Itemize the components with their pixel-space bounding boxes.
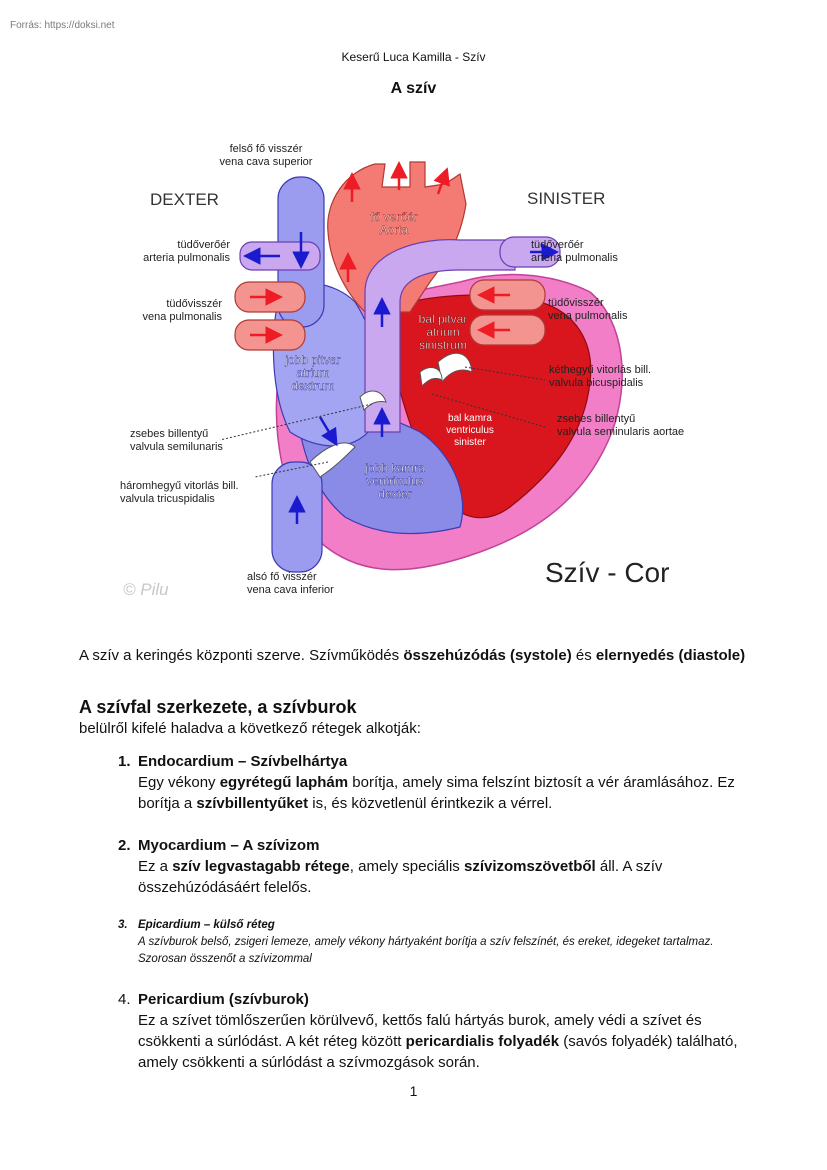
svg-text:bal kamra [448,413,492,424]
label-ra-1: jobb pitvar [285,353,341,367]
svg-text:sinister [454,437,486,448]
page-number: 1 [409,1083,418,1099]
label-bicuspid-2: valvula bicuspidalis [549,377,644,389]
label-vp-right-1: tüdővisszér [548,297,604,309]
svg-text:jobb pitvar [284,353,340,367]
label-bicuspid-1: kéthegyű vitorlás bill. [549,364,652,376]
label-rv-1: jobb kamra [365,461,425,475]
item-title: Endocardium – Szívbelhártya [138,753,348,770]
list-number: 3. [118,919,128,931]
svg-text:atrium [426,325,459,339]
label-ra-2: atrium [296,366,330,380]
watermark: © Pilu [123,580,169,599]
intro-text-2: és [571,647,596,664]
svg-text:dexter [378,487,411,501]
label-aortae-1: zsebes billentyű [557,413,636,425]
label-lv-3: sinister [454,437,486,448]
label-vp-left-2: vena pulmonalis [142,311,222,323]
svg-text:háromhegyű vitorlás bill. [120,480,239,492]
sinister-label: SINISTER [527,189,606,208]
label-vcs-1: felső fő visszér [229,143,303,155]
svg-text:zsebes billentyű [130,428,208,440]
label-vcs-2: vena cava superior [219,156,313,168]
list-item-pericardium [118,989,758,1073]
intro-bold-systole: összehúzódás (systole) [403,647,572,664]
label-rv-2: ventriculus [366,474,424,488]
intro-text-1: A szív a keringés központi szerve. Szívműködés [79,647,404,664]
label-vp-left-1: tüdővisszér [166,298,222,310]
label-aortae-2: valvula seminularis aortae [557,426,685,438]
svg-text:valvula bicuspidalis [549,377,644,389]
source-note: Forrás: https://doksi.net [10,20,115,31]
item-text: Ez a szív legvastagabb rétege, amely speciális szívizomszövetből áll. A szív összehúzódásáért felelős. [138,858,663,896]
label-aorta-1: fő verőér [370,210,418,224]
svg-text:sinistrum [419,338,467,352]
svg-text:jobb kamra [364,461,425,475]
item-title: Epicardium – külső réteg [138,919,275,931]
label-ap-left-2: arteria pulmonalis [143,252,230,264]
svg-text:Aorta [380,223,409,237]
label-semilunaris-1: zsebes billentyű [130,428,209,440]
label-ra-3: dextrum [291,379,335,393]
svg-text:vena pulmonalis [143,311,223,323]
svg-text:alsó fő visszér [247,571,317,583]
svg-text:fő verőér [370,210,417,224]
label-ap-right-1: tüdőverőér [531,239,584,251]
page-header: Keserű Luca Kamilla - Szív [341,50,486,64]
label-la-3: sinistrum [418,338,468,352]
page-title: A szív [390,80,437,97]
list-number: 1. [118,753,131,770]
svg-text:tüdővisszér [166,298,222,310]
svg-text:dextrum [291,379,334,393]
label-ap-left-1: tüdőverőér [177,239,230,251]
label-vci-1: alsó fő visszér [247,571,317,583]
svg-text:tüdőverőér [177,239,230,251]
label-vci-2: vena cava inferior [247,584,334,596]
svg-text:vena cava inferior [247,584,334,596]
svg-text:felső fő visszér [230,143,303,155]
dexter-label: DEXTER [150,190,219,209]
item-text: Ez a szívet tömlőszerűen körülvevő, kettős falú hártyás burok, amely védi a szívet és csökkenti a súrlódást. A két réteg között pericardialis folyadék (savós folyadék) található, amely csökkenti a súrlódást a szívmozgások során. [138,1012,738,1071]
svg-text:bal pitvar [419,312,468,326]
label-tricuspid-1: háromhegyű vitorlás bill. [120,480,239,492]
label-rv-3: dexter [378,487,412,501]
section-subtitle: belülről kifelé haladva a következő rétegek alkotják: [79,720,421,737]
label-la-2: atrium [426,325,460,339]
label-lv-1: bal kamra [448,413,492,424]
svg-text:arteria pulmonalis [531,252,618,264]
label-lv-2: ventriculus [446,425,494,436]
list-item-myocardium [118,835,758,898]
list-number: 2. [118,837,131,854]
svg-text:valvula semilunaris [130,441,223,453]
intro-bold-diastole: elernyedés (diastole) [595,647,746,664]
svg-text:valvula tricuspidalis [120,493,215,505]
heart-diagram [120,132,720,610]
svg-text:atrium [296,366,329,380]
label-semilunaris-2: valvula semilunaris [130,441,223,453]
svg-text:tüdőverőér [531,239,584,251]
svg-text:arteria pulmonalis [143,252,230,264]
item-text: A szívburok belső, zsigeri lemeze, amely vékony hártyaként borítja a szív felszínét, és ereket, idegeket tartalmaz. Szorosan összenőt a szívizommal [138,936,714,965]
label-aorta-2: Aorta [379,223,409,237]
label-ap-right-2: arteria pulmonalis [531,252,618,264]
list-item-endocardium [118,751,758,814]
label-vp-right-2: vena pulmonalis [548,310,628,322]
section-heading: A szívfal szerkezete, a szívburok [79,697,357,717]
intro-paragraph [79,645,759,666]
svg-text:ventriculus [366,474,423,488]
svg-text:zsebes billentyű [557,413,635,425]
svg-text:valvula seminularis aortae [557,426,684,438]
svg-text:kéthegyű vitorlás bill. [549,364,651,376]
list-number: 4. [118,991,131,1008]
svg-text:vena cava superior [220,156,313,168]
svg-text:tüdővisszér [548,297,604,309]
cor-title: Szív - Cor [545,557,670,588]
list-item-epicardium [118,917,758,968]
item-text: Egy vékony egyrétegű laphám borítja, amely sima felszínt biztosít a vér áramlásához. Ez borítja a szívbillentyűket is, és közvetlenül érintkezik a vérrel. [138,774,735,812]
label-tricuspid-2: valvula tricuspidalis [120,493,215,505]
svg-text:vena pulmonalis [548,310,628,322]
item-title: Pericardium (szívburok) [138,991,309,1008]
item-title: Myocardium – A szívizom [138,837,320,854]
svg-text:ventriculus [446,425,494,436]
label-la-1: bal pitvar [418,312,468,326]
